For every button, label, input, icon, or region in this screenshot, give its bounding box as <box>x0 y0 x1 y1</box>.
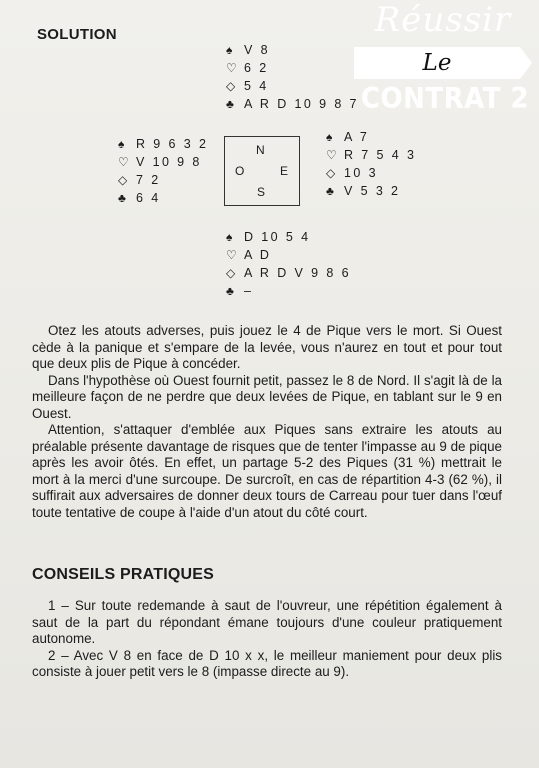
ouest-spades <box>118 135 208 153</box>
overlay-title-le: Le <box>422 50 452 76</box>
spade-icon: ♠ <box>118 137 125 151</box>
ouest-diamonds-cards: 7 2 <box>136 173 161 187</box>
sud-clubs-cards: – <box>244 284 254 298</box>
diamond-icon: ◇ <box>226 266 236 280</box>
compass-west: O <box>235 164 245 178</box>
nord-clubs-cards: A R D 10 9 8 7 <box>244 97 359 111</box>
est-spades-cards: A 7 <box>344 130 370 144</box>
est-clubs <box>326 182 416 200</box>
nord-spades <box>226 41 359 59</box>
heart-icon: ♡ <box>118 155 129 169</box>
compass-south: S <box>257 185 266 199</box>
overlay-title-contrat: CONTRAT 2 <box>360 82 530 116</box>
ouest-hearts <box>118 153 208 171</box>
hand-sud <box>226 228 351 300</box>
nord-diamonds <box>226 77 359 95</box>
sud-hearts-cards: A D <box>244 248 272 262</box>
sud-spades <box>226 228 351 246</box>
overlay-title-reussir: Réussir <box>374 0 512 40</box>
solution-text <box>32 323 502 521</box>
conseil-paragraph: 2 – Avec V 8 en face de D 10 x x, le meilleur maniement pour deux plis consiste à jouer petit vers le 8 (impasse directe au 9). <box>32 647 502 679</box>
conseil-paragraph: 1 – Sur toute redemande à saut de l'ouvreur, une répétition également à saut de la part du répondant émane toujours d'une couleur pratiquement autonome. <box>32 598 502 646</box>
nord-hearts <box>226 59 359 77</box>
spade-icon: ♠ <box>226 230 233 244</box>
conseils-text <box>32 598 502 681</box>
sud-spades-cards: D 10 5 4 <box>244 230 311 244</box>
hand-ouest <box>118 135 208 207</box>
solution-paragraph: Attention, s'attaquer d'emblée aux Piques sans extraire les atouts au préalable présente davantage de risques que de tenter l'impasse au 9 de pique après les avoir ôtés. En effet, un partage 5-2 des Piques (31 %) mettrait le mort à la merci d'une surcoupe. De surcroît, en cas de répartition 4-3 (62 %), il suffirait aux adversaires de donner deux tours de Carreau pour tuer dans l'œuf toute tentative de coupe à l'aide d'un atout du côté court. <box>32 422 502 520</box>
sud-hearts <box>226 246 351 264</box>
heart-icon: ♡ <box>226 61 237 75</box>
ouest-spades-cards: R 9 6 3 2 <box>136 137 209 151</box>
title-overlay <box>340 0 539 118</box>
hand-est <box>326 128 416 200</box>
heart-icon: ♡ <box>226 248 237 262</box>
ouest-hearts-cards: V 10 9 8 <box>136 155 202 169</box>
nord-clubs <box>226 95 359 113</box>
ouest-diamonds <box>118 171 208 189</box>
sud-clubs <box>226 282 351 300</box>
sud-diamonds-cards: A R D V 9 8 6 <box>244 266 351 280</box>
spade-icon: ♠ <box>226 43 233 57</box>
spade-icon: ♠ <box>326 130 333 144</box>
compass-box <box>224 136 300 206</box>
est-clubs-cards: V 5 3 2 <box>344 184 401 198</box>
est-hearts <box>326 146 416 164</box>
ouest-clubs-cards: 6 4 <box>136 191 161 205</box>
diamond-icon: ◇ <box>326 166 336 180</box>
club-icon: ♣ <box>226 97 234 111</box>
est-hearts-cards: R 7 5 4 3 <box>344 148 417 162</box>
solution-heading: SOLUTION <box>37 26 117 43</box>
hand-nord <box>226 41 359 113</box>
club-icon: ♣ <box>118 191 126 205</box>
heart-icon: ♡ <box>326 148 337 162</box>
diamond-icon: ◇ <box>118 173 128 187</box>
sud-diamonds <box>226 264 351 282</box>
compass-east: E <box>280 164 289 178</box>
diamond-icon: ◇ <box>226 79 236 93</box>
nord-spades-cards: V 8 <box>244 43 270 57</box>
ouest-clubs <box>118 189 208 207</box>
conseils-heading: CONSEILS PRATIQUES <box>32 566 214 583</box>
club-icon: ♣ <box>226 284 234 298</box>
nord-hearts-cards: 6 2 <box>244 61 269 75</box>
solution-paragraph: Otez les atouts adverses, puis jouez le 4 de Pique vers le mort. Si Ouest cède à la panique et s'empare de la levée, vous n'aurez en tout et pour tout que deux plis de Pique à concéder. <box>32 323 502 371</box>
est-diamonds-cards: 10 3 <box>344 166 378 180</box>
compass-north: N <box>256 143 265 157</box>
solution-paragraph: Dans l'hypothèse où Ouest fournit petit, passez le 8 de Nord. Il s'agit là de la meilleure façon de ne perdre que deux levées de Pique, en tablant sur le 9 en Ouest. <box>32 372 502 421</box>
club-icon: ♣ <box>326 184 334 198</box>
nord-diamonds-cards: 5 4 <box>244 79 269 93</box>
est-diamonds <box>326 164 416 182</box>
est-spades <box>326 128 416 146</box>
